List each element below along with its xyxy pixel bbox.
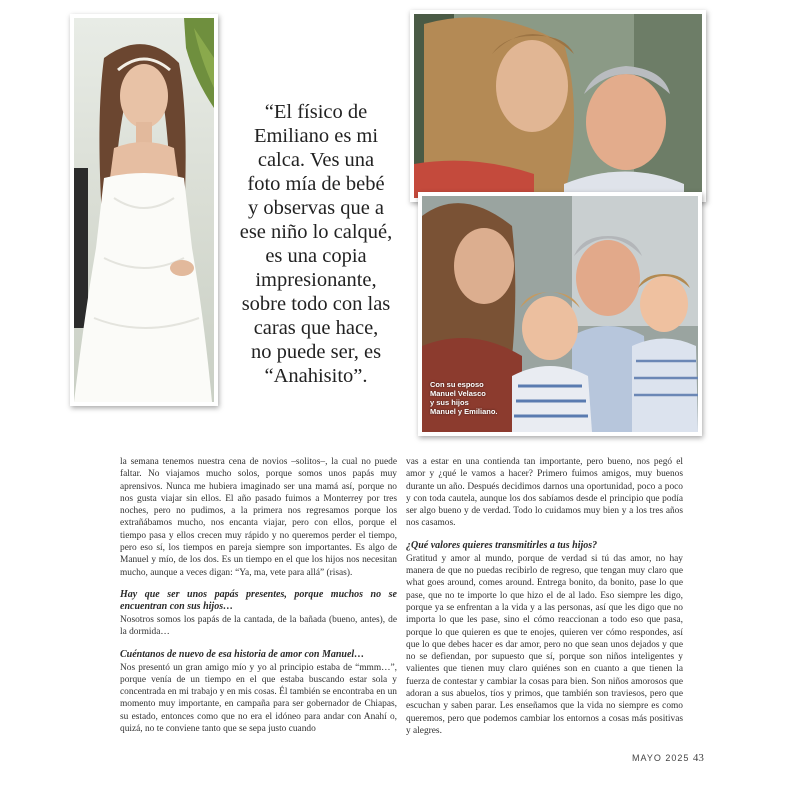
quote-line: caras que hace, (253, 317, 379, 339)
page-footer (632, 752, 704, 764)
quote-line: es una copia (265, 245, 367, 267)
quote-line: y observas que a (247, 197, 385, 219)
issue-date: MAYO 2025 (632, 753, 690, 763)
interview-question: Cuéntanos de nuevo de esa historia de amor con Manuel… (120, 648, 365, 660)
photo-couple-selfie (410, 10, 706, 202)
interview-question: ¿Qué valores quieres transmitirles a tus hijos? (406, 539, 598, 551)
pull-quote (226, 100, 406, 388)
page-number: 43 (692, 752, 704, 764)
interview-question: Hay que ser unos papás presentes, porque muchos no se encuentran con sus hijos… (120, 588, 397, 612)
quote-line: impresionante, (255, 269, 377, 291)
bride-photo-illustration (74, 18, 214, 402)
caption-line: y sus hijos (430, 398, 469, 407)
quote-line: Emiliano es mi (253, 125, 379, 147)
caption-line: Manuel Velasco (430, 389, 486, 398)
body-paragraph: Nos presentó un gran amigo mío y yo al principio estaba de “mmm…”, porque venía de un tiempo en el que estaba buscando estar sola y concentrada en mi trabajo y en mis cosas. Él también se encontraba en un momento muy importante, en campaña para ser gobernador de Chiapas, su estado, entonces como que no era el idóneo para andar con Anahí o, quizá, no te conviene tanto que se sepa justo cuando (120, 662, 397, 735)
quote-line: no puede ser, es (250, 341, 382, 363)
caption-line: Con su esposo (430, 380, 484, 389)
body-paragraph: Nosotros somos los papás de la cantada, de la bañada (bueno, antes), de la dormida… (120, 614, 397, 638)
quote-line: calca. Ves una (257, 149, 375, 171)
article-column-left (120, 456, 397, 735)
body-paragraph: vas a estar en una contienda tan importante, pero bueno, nos pegó el amor y ¿qué le vamos a hacer? Primero fuimos amigos, muy buenos durante un año. Después decidimos darnos una oportunidad, poco a poco y con toda cautela, aunque los dos sabíamos desde el principio que podía ser algo bueno y de verdad. Todo lo cuidamos muy bien y a los tres años nos casamos. (406, 457, 683, 529)
quote-line: foto mía de bebé (247, 173, 385, 195)
couple-photo-illustration (414, 14, 702, 198)
photo-bride (70, 14, 218, 406)
article-column-right (406, 456, 683, 737)
quote-line: ese niño lo calqué, (239, 221, 393, 243)
body-paragraph: la semana tenemos nuestra cena de novios –solitos–, la cual no puede faltar. No viajamos mucho solos, porque somos unos papás muy aprensivos. Nunca me hubiera imaginado ser una mamá así, porque no nos gusta viajar sin ellos. El año pasado fuimos a Monterrey por tres noches, pero no pudimos, a la primera nos regresamos porque los extrañábamos mucho, nos encanta viajar, pero con ellos, porque el tiempo pasa y ellos crecen muy rápido y no queremos perder el tiempo, pero eso sí, los tiempos en pareja siempre son importantes. Es algo de Manuel y mío, de los dos. Es un tiempo en el que los hijos nos necesitan mucho, aunque a veces digan: “Ya, ma, vete para allá” (risas). (120, 457, 397, 578)
photo-caption (430, 380, 520, 416)
quote-line: “Anahisito”. (264, 365, 368, 387)
quote-line: sobre todo con las (241, 293, 391, 315)
body-paragraph: Gratitud y amor al mundo, porque de verdad si tú das amor, no hay manera de que no puedas recibirlo de regreso, que tengan muy claro que what goes around, comes around. Entrega bonito, da bonito, pase lo que pase, que no te importe lo que hizo el de al lado. Eso siempre les digo, porque ya se enfrentan a la vida y a las personas, así que les digo que no importa lo que les pase, sino el cómo reaccionan a todo eso que pasa, porque lo que quieren es que te enojes, quieren ver cómo respondes, así que lo que debes hacer es dar amor, pero no que sean unos dejados y que no se defiendan, por supuesto que sí, porque son niños inteligentes y valientes que tienen muy claro quiénes son en cuanto a que tienen la fuerza de contestar y cambiar la cosas para bien. Son niños amorosos que adoran a sus abuelos, tíos y primos, que también son traviesos, pero que escuchan y saben parar. Les enseñamos que la vida no siempre es como queremos, pero que podemos cambiar los entornos a cosas más positivas y alegres. (406, 553, 683, 736)
quote-line: “El físico de (264, 101, 368, 123)
caption-line: Manuel y Emiliano. (430, 407, 498, 416)
